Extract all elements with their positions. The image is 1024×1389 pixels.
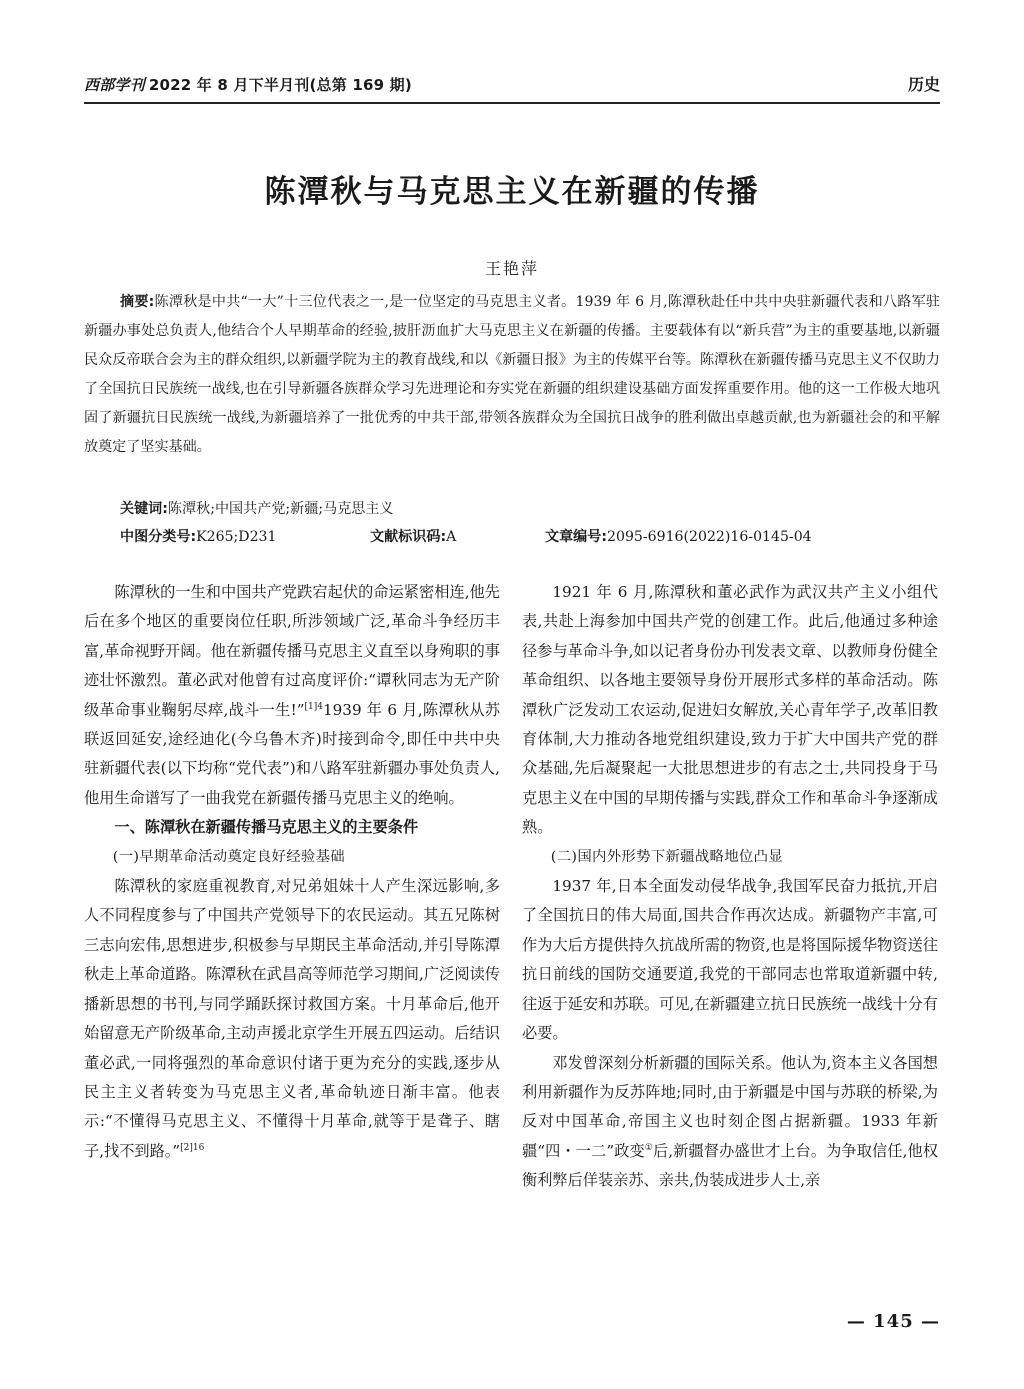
paragraph-text: 1939 年 6 月,陈潭秋从苏联返回延安,途经迪化(今乌鲁木齐)时接到命令,即任中共中央驻新疆代表(以下均称“党代表”)和八路军驻新疆办事处负责人,他用生命谱写了一曲我党在新疆传播马克思主义的绝响。 — [84, 700, 501, 807]
subsection-heading: (二)国内外形势下新疆战略地位凸显 — [550, 848, 783, 865]
journal-issue — [84, 74, 412, 95]
article-title: 陈潭秋与马克思主义在新疆的传播 — [264, 174, 760, 210]
clc-number — [120, 526, 277, 548]
doc-value: A — [446, 529, 457, 545]
article-label: 文章编号: — [545, 529, 608, 545]
paragraph-text: 邓发曾深刻分析新疆的国际关系。他认为,资本主义各国想利用新疆作为反苏阵地;同时,由于新疆是中国与苏联的桥梁,为反对中国革命,帝国主义也时刻企图占据新疆。1933 年新疆“四・一二”政变 — [522, 1053, 938, 1160]
keywords-text: 陈潭秋;中国共产党;新疆;马克思主义 — [167, 501, 394, 517]
paragraph-text: 陈潭秋的一生和中国共产党跌宕起伏的命运紧密相连,他先后在多个地区的重要岗位任职,所涉领域广泛,革命斗争经历丰富,革命视野开阔。他在新疆传播马克思主义直至以身殉职的事迹壮怀激烈。董必武对他曾有过高度评价:“谭秋同志为无产阶级革命事业鞠躬尽瘁,战斗一生!” — [84, 583, 500, 719]
abstract-text: 陈潭秋是中共“一大”十三位代表之一,是一位坚定的马克思主义者。1939 年 6 月,陈潭秋赴任中共中央驻新疆代表和八路军驻新疆办事处总负责人,他结合个人早期革命的经验,披肝沥血扩大马克思主义在新疆的传播。主要载体有以“新兵营”为主的重要基地,以新疆民众反帝联合会为主的群众组织,以新疆学院为主的教育战线,和以《新疆日报》为主的传媒平台等。陈潭秋在新疆传播马克思主义不仅助力了全国抗日民族统一战线,也在引导新疆各族群众学习先进理论和夯实党在新疆的组织建设基础方面发挥重要作用。他的这一工作极大地巩固了新疆抗日民族统一战线,为新疆培养了一批优秀的中共干部,带领各族群众为全国抗日战争的胜利做出卓越贡献,也为新疆社会的和平解放奠定了坚实基础。 — [84, 294, 941, 455]
citation: [1]4 — [304, 701, 323, 712]
paragraph-text: 后,新疆督办盛世才上台。为争取信任,他权衡利弊后佯装亲苏、亲共,伪装成进步人士,亲 — [522, 1141, 939, 1190]
issue-info: 2022 年 8 月下半月刊(总第 169 期) — [148, 76, 412, 94]
document-code — [370, 526, 456, 548]
paragraph — [84, 872, 500, 1166]
article-number — [545, 526, 812, 548]
paragraph: 1937 年,日本全面发动侵华战争,我国军民奋力抵抗,开启了全国抗日的伟大局面,国共合作再次达成。新疆物产丰富,可作为大后方提供持久抗战所需的物资,也是将国际援华物资送往抗日前线的国防交通要道,我党的干部同志也常取道新疆中转,往返于延安和苏联。可见,在新疆建立抗日民族统一战线十分有必要。 — [522, 877, 938, 1043]
body-column-right — [522, 578, 938, 1196]
keywords-label: 关键词: — [120, 501, 168, 517]
abstract — [84, 288, 940, 462]
journal-logo: 西部学刊 — [84, 76, 145, 94]
clc-value: K265;D231 — [196, 529, 277, 545]
paragraph — [522, 1049, 938, 1196]
section-heading: 一、陈潭秋在新疆传播马克思主义的主要条件 — [114, 818, 419, 837]
section-name: 历史 — [907, 75, 940, 94]
citation: [2]16 — [180, 1142, 205, 1153]
doc-label: 文献标识码: — [370, 529, 447, 545]
abstract-label: 摘要: — [120, 294, 155, 310]
paragraph: 1921 年 6 月,陈潭秋和董必武作为武汉共产主义小组代表,共赴上海参加中国共产党的创建工作。此后,他通过多种途径参与革命斗争,如以记者身份办刊发表文章、以教师身份健全革命组织、以各地主要领导身份开展形式多样的革命活动。陈潭秋广泛发动工农运动,促进妇女解放,关心青年学子,改革旧教育体制,大力推动各地党组织建设,致力于扩大中国共产党的群众基础,先后凝聚起一大批思想进步的有志之士,共同投身于马克思主义在中国的早期传播与实践,群众工作和革命斗争逐渐成熟。 — [522, 583, 938, 837]
paragraph-text: 陈潭秋的家庭重视教育,对兄弟姐妹十人产生深远影响,多人不同程度参与了中国共产党领导下的农民运动。其五兄陈树三志向宏伟,思想进步,积极参与早期民主革命活动,并引导陈潭秋走上革命道路。陈潭秋在武昌高等师范学习期间,广泛阅读传播新思想的书刊,与同学踊跃探讨救国方案。十月革命后,他开始留意无产阶级革命,主动声援北京学生开展五四运动。后结识董必武,一同将强烈的革命意识付诸于更为充分的实践,逐步从民主主义者转变为马克思主义者,革命轨迹日渐丰富。他表示:“不懂得马克思主义、不懂得十月革命,就等于是聋子、瞎子,找不到路。” — [84, 877, 500, 1160]
footnote-mark: ① — [644, 1142, 653, 1153]
running-header — [84, 66, 940, 104]
subsection-heading: (一)早期革命活动奠定良好经验基础 — [112, 848, 345, 865]
author-name: 王艳萍 — [484, 259, 539, 278]
keywords — [120, 498, 394, 520]
classification-row — [120, 526, 940, 548]
clc-label: 中图分类号: — [120, 529, 197, 545]
body-column-left — [84, 578, 500, 1166]
paragraph — [84, 578, 500, 813]
article-value: 2095-6916(2022)16-0145-04 — [607, 529, 812, 545]
page-number: — 145 — — [846, 1311, 940, 1332]
